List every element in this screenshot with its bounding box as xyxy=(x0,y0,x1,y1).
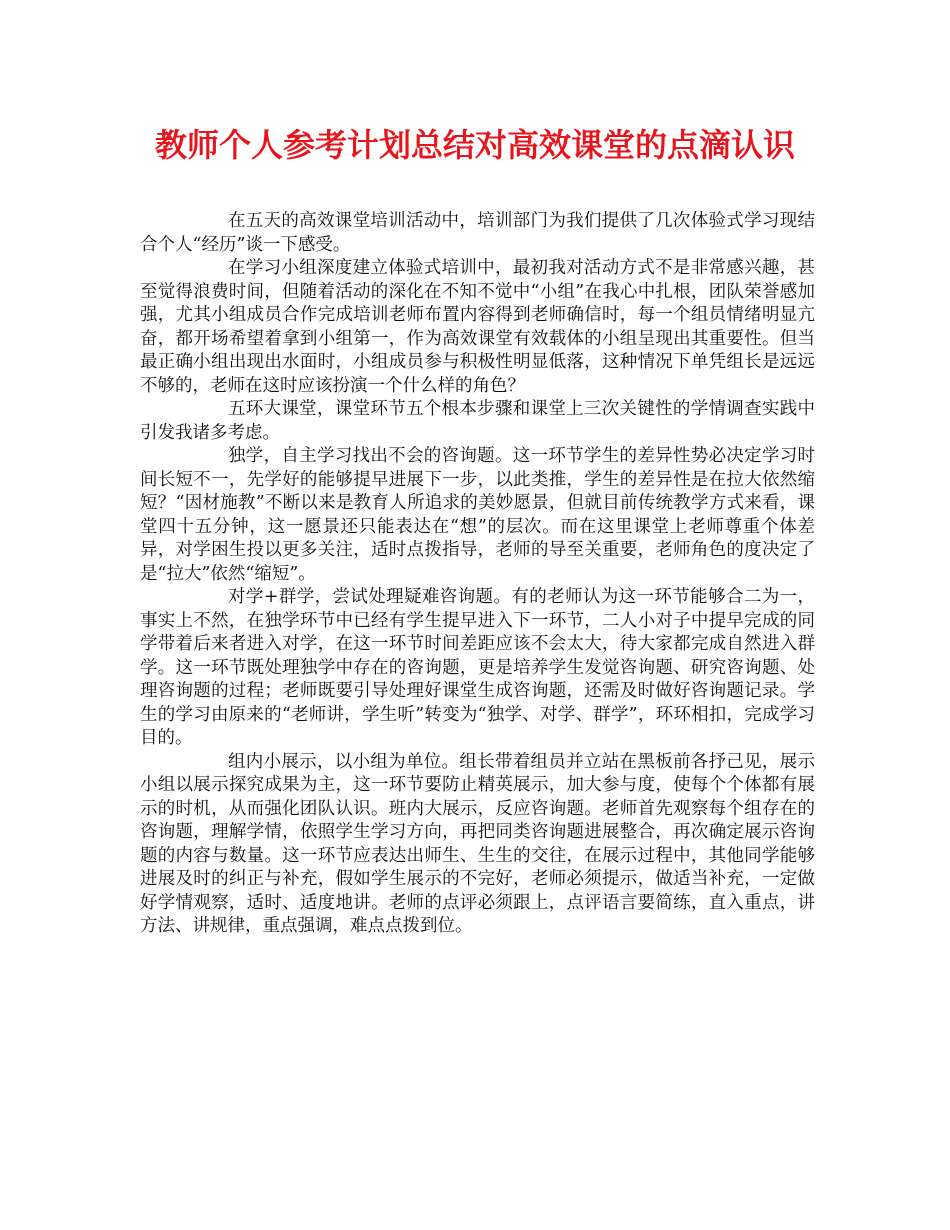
paragraph: 在学习小组深度建立体验式培训中，最初我对活动方式不是非常感兴趣，甚至觉得浪费时间，但随着活动的深化在不知不觉中“小组”在我心中扎根，团队荣誉感加强，尤其小组成员合作完成培训老师布置内容得到老师确信时，每一个组员情绪明显亢奋，都开场希望着拿到小组第一，作为高效课堂有效载体的小组呈现出其重要性。但当最正确小组出现出水面时，小组成员参与积极性明显低落，这种情况下单凭组长是远远不够的，老师在这时应该扮演一个什么样的角色？ xyxy=(140,258,815,396)
document-title: 教师个人参考计划总结对高效课堂的点滴认识 xyxy=(154,126,795,164)
paragraph: 五环大课堂，课堂环节五个根本步骤和课堂上三次关键性的学情调查实践中引发我诸多考虑。 xyxy=(140,399,815,443)
paragraph: 在五天的高效课堂培训活动中，培训部门为我们提供了几次体验式学习现结合个人“经历”谈一下感受。 xyxy=(140,211,815,255)
paragraph: 独学，自主学习找出不会的咨询题。这一环节学生的差异性势必决定学习时间长短不一，先学好的能够提早进展下一步，以此类推，学生的差异性是在拉大依然缩短？“因材施教”不断以来是教育人所追求的美妙愿景，但就目前传统教学方式来看，课堂四十五分钟，这一愿景还只能表达在“想”的层次。而在这里课堂上老师尊重个体差异，对学困生投以更多关注，适时点拨指导，老师的导至关重要，老师角色的度决定了是“拉大”依然“缩短”。 xyxy=(140,446,815,584)
paragraph: 对学+群学，尝试处理疑难咨询题。有的老师认为这一环节能够合二为一，事实上不然，在独学环节中已经有学生提早进入下一环节，二人小对子中提早完成的同学带着后来者进入对学，在这一环节时间差距应该不会太大，待大家都完成自然进入群学。这一环节既处理独学中存在的咨询题，更是培养学生发觉咨询题、研究咨询题、处理咨询题的过程；老师既要引导处理好课堂生成咨询题，还需及时做好咨询题记录。学生的学习由原来的“老师讲，学生听”转变为“独学、对学、群学”，环环相扣，完成学习目的。 xyxy=(140,587,815,748)
paragraph: 组内小展示，以小组为单位。组长带着组员并立站在黑板前各抒己见，展示小组以展示探究成果为主，这一环节要防止精英展示，加大参与度，使每个个体都有展示的时机，从而强化团队认识。班内大展示，反应咨询题。老师首先观察每个组存在的咨询题，理解学情，依照学生学习方向，再把同类咨询题进展整合，再次确定展示咨询题的内容与数量。这一环节应表达出师生、生生的交往，在展示过程中，其他同学能够进展及时的纠正与补充，假如学生展示的不完好，老师必须提示，做适当补充，一定做好学情观察，适时、适度地讲。老师的点评必须跟上，点评语言要简练，直入重点，讲方法、讲规律，重点强调，难点点拨到位。 xyxy=(140,751,815,936)
document-body xyxy=(140,210,815,939)
